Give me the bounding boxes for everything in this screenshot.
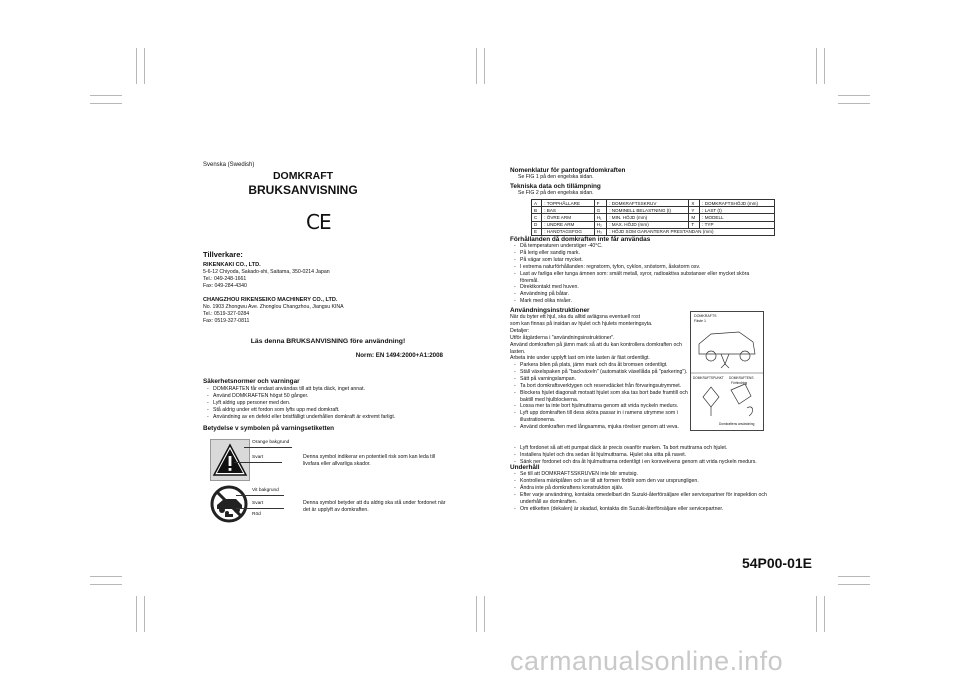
spec-cell: F (594, 200, 607, 207)
list-item: - I extrema naturförhållanden: regnstorm, tyfon, cyklon, snöstorm, åskstorm osv. (510, 264, 760, 271)
list-item: - Använd DOMKRAFTEN högst 50 gånger. (203, 393, 453, 400)
crop-mark (144, 596, 145, 632)
spec-row (532, 207, 775, 214)
list-item: - DOMKRAFTEN får endast användas till att byta däck, inget annat. (203, 386, 453, 393)
spec-cell: : UNDRE ARM (542, 221, 594, 228)
leader-line (234, 462, 282, 463)
list-item: - Sätt på varningslampan. (510, 376, 690, 383)
ce-mark-icon (306, 210, 338, 232)
spec-cell: E (532, 228, 542, 235)
fig-label: Förhindring (731, 381, 748, 385)
watermark: carmanualsonline.info (510, 646, 784, 676)
list-item: - Lyft aldrig upp personer med den. (203, 400, 453, 407)
spec-cell: : MIN. HÖJD (mm) (607, 214, 689, 221)
spec-table (531, 199, 775, 236)
list-item: - Parkera bilen på plats, jämn mark och dra åt bromsen ordentligt. (510, 362, 690, 369)
list-item: - Blockera hjulet diagonalt motsatt hjulet som ska tas bort bade framtill och baktill med hjulblockerna. (510, 390, 690, 404)
spec-cell: X (689, 200, 700, 207)
spec-cell: D (532, 221, 542, 228)
fig-label: DOMKRAFTENS (729, 376, 754, 380)
spec-cell: H₁ (594, 214, 607, 221)
fig-label: Fäste 1 (694, 319, 706, 323)
safety-heading: Säkerhetsnormer och varningar (203, 378, 300, 385)
warning-triangle-icon (210, 439, 250, 481)
list-item: - Ändra inte på domkraftens konstruktion själv. (510, 485, 770, 492)
list-item: - Direktkontakt med huven. (510, 284, 760, 291)
label-black: Svart (252, 455, 264, 460)
label-black: Svart (252, 501, 264, 506)
crop-mark (144, 48, 145, 84)
symbol-2-description: Denna symbol betyder att du aldrig ska stå under fordonet när det är upplyft av domkraften. (303, 500, 446, 514)
conditions-list (510, 243, 760, 305)
spec-cell: : TOPPHÅLLARE (542, 200, 594, 207)
tech-data-reference: Se FIG 2 på den engelska sidan. (518, 190, 594, 196)
crop-mark (816, 596, 817, 632)
list-item: - Då temperaturen understiger -40°C. (510, 243, 760, 250)
spec-cell: G (594, 207, 607, 214)
symbol-1-description: Denna symbol indikerar en potentiell risk som kan leda till livsfara eller allvarliga skador. (303, 454, 436, 468)
symbols-heading: Betydelse v symbolen på varningsetiketten (203, 425, 335, 432)
crop-mark (824, 48, 825, 84)
manufacturer-2-name: CHANGZHOU RIKENSEIKO MACHINERY CO., LTD. (203, 297, 338, 303)
tech-data-heading: Tekniska data och tillämpning (510, 183, 601, 190)
crop-mark (824, 596, 825, 632)
spec-row (532, 221, 775, 228)
spec-cell: : HÖJD SOM GARANTERAR PRESTANDAN (mm) (607, 228, 775, 235)
crop-mark (484, 48, 485, 84)
list-item: - Sänk ner fordonet och dra åt hjulmuttrarna ordentligt i en korsvekvens genom att vrida nyckeln medurs. (510, 459, 770, 466)
crop-mark (136, 48, 137, 84)
list-item: - Lyft upp domkraften till dess sköra passar in i ramens utrymme som i illustrationerna. (510, 410, 690, 424)
spec-row (532, 228, 775, 235)
spec-cell: H₃ (594, 228, 607, 235)
leader-line (236, 495, 284, 496)
spec-cell: T (689, 221, 700, 228)
spec-cell: : HANDTAGSFOG (542, 228, 594, 235)
crop-mark (838, 103, 870, 104)
leader-line (236, 508, 284, 509)
language-label: Svenska (Swedish) (203, 162, 255, 168)
manufacturer-heading: Tillverkare: (203, 250, 243, 259)
conditions-heading: Förhållanden då domkraften inte får användas (510, 236, 651, 243)
jack-usage-figure (690, 311, 764, 431)
manufacturer-2 (203, 297, 344, 326)
spec-cell: : MAX. HÖJD (mm) (607, 221, 689, 228)
spec-cell: A (532, 200, 542, 207)
manufacturer-1-line: Fax: 049-284-4340 (203, 283, 247, 290)
list-item: - Installera hjulet och dra sedan åt hjulmuttrarna. Hjulet ska sitta på navet. (510, 452, 770, 459)
spec-cell: : BAS (542, 207, 594, 214)
spec-cell: M (689, 214, 700, 221)
crop-mark (90, 103, 122, 104)
list-item: - Ta bort domkraftsverktygen och reservdäcket från förvaringsutrymmet. (510, 383, 690, 390)
manufacturer-1 (203, 262, 330, 291)
list-item: - Kontrollera märkplåten och se till att formen förblir som den var ursprungligen. (510, 478, 770, 485)
list-item: - Använd domkraften med långsamma, mjuka rörelser genom att veva. (510, 424, 690, 431)
spec-cell: : DOMKRAFTSSKRUV (607, 200, 689, 207)
manufacturer-2-line: Fax: 0519-327-0811 (203, 318, 250, 325)
spec-cell: : NOMINELL BELASTNING (t) (607, 207, 689, 214)
list-item: - Lyft fordonet så att ett pumpat däck är precis ovanför marken. Ta bort muttrarna och hjulet. (510, 445, 770, 452)
list-item: - Efter varje användning, kontakta omedelbart din Suzuki-återförsäljare eller servicepartner för inspektion och underhåll av domkraften. (510, 492, 770, 506)
crop-mark (90, 584, 122, 585)
list-item: - Användning på båtar. (510, 291, 760, 298)
crop-mark (476, 48, 477, 84)
spec-cell: : MODELL (700, 214, 775, 221)
usage-intro: När du byter ett hjul, ska du alltid avlägsna eventuell rost som kan finnas på insidan av hjulet och hjulets monteringsyta. Detaljer: Utför åtgärderna i "användningsinstruktioner". Använd domkraften på jämn mark så att du kan kontrollera domkraften och lasten. Arbeta inte under upplyft last om inte lasten är fäst ordentligt. (510, 314, 682, 362)
page-code: 54P00-01E (741, 555, 812, 571)
fig-label: Domkraftens användning (719, 422, 755, 426)
spec-cell: H₂ (594, 221, 607, 228)
car-jack-illustration (691, 312, 763, 430)
label-white-background: Vit bakgrund (252, 488, 279, 493)
list-item: - Ställ växelspaken på "backväxeln" (automatisk växellåda på "parkering"). (510, 369, 690, 376)
leader-line (244, 447, 292, 448)
crop-mark (90, 576, 122, 577)
spec-cell: C (532, 214, 542, 221)
list-item: - Lossa mer ta inte bort hjulmuttrarna genom att vrida nyckeln medurs. (510, 403, 690, 410)
no-standing-under-vehicle-icon (210, 485, 248, 523)
manufacturer-1-line: 5-6-12 Chiyoda, Sakado-shi, Saitama, 350-0214 Japan (203, 269, 330, 275)
title-bruksanvisning: BRUKSANVISNING (248, 183, 358, 197)
spec-row (532, 200, 775, 207)
manufacturer-1-line: Tel.: 049-248-1661 (203, 276, 247, 283)
usage-list (510, 362, 690, 431)
usage-list-continued (510, 445, 770, 466)
list-item: - Om etiketten (dekalen) är skadad, kontakta din Suzuki-återförsäljare eller servicepartner. (510, 506, 770, 513)
list-item: - På lerig eller sandig mark. (510, 250, 760, 257)
title-domkraft: DOMKRAFT (272, 170, 334, 182)
spec-cell: : DOMKRAFTSHÖJD (mm) (700, 200, 775, 207)
list-item: - Mark med olika nivåer. (510, 298, 760, 305)
crop-mark (838, 584, 870, 585)
usage-heading: Användningsinstruktioner (510, 307, 590, 314)
list-item: - Last av farliga eller tunga ämnen som: smält metall, syror, radioaktiva substanser eller mycket sköra föremål. (510, 271, 760, 285)
nomenclature-reference: Se FIG 1 på den engelska sidan. (518, 174, 594, 180)
manufacturer-1-name: RIKENKAKI CO., LTD. (203, 262, 261, 268)
ce-mark-text: CE (306, 210, 331, 234)
label-orange-background: Orange bakgrund (252, 440, 290, 445)
list-item: - Stå aldrig under ett fordon som lyfts upp med domkraft. (203, 407, 453, 414)
spec-cell: Y (689, 207, 700, 214)
list-item: - På vägar som lutar mycket. (510, 257, 760, 264)
crop-mark (90, 95, 122, 96)
list-item: - Se till att DOMKRAFTSSKRUVEN inte blir smutsig. (510, 471, 770, 478)
crop-mark (816, 48, 817, 84)
read-before-use-notice: Läs denna BRUKSANVISNING före användning! (250, 338, 406, 345)
crop-mark (838, 95, 870, 96)
crop-mark (484, 596, 485, 632)
spec-row (532, 214, 775, 221)
nomenclature-heading: Nomenklatur för pantografdomkraften (510, 167, 626, 174)
spec-cell: : LAST (t) (700, 207, 775, 214)
manufacturer-2-line: No. 1903 Zhongwu Ave. Zhonglou Changzhou, Jiangsu KINA (203, 304, 344, 310)
maintenance-list (510, 471, 770, 512)
norm-label: Norm: EN 1494:2000+A1:2008 (355, 352, 443, 359)
crop-mark (136, 596, 137, 632)
fig-label: DOMKRAFTS (694, 314, 717, 318)
spec-cell: : ÖVRE ARM (542, 214, 594, 221)
manufacturer-2-line: Tel.: 0519-327-0284 (203, 311, 250, 318)
list-item: - Användning av en defekt eller bristfälligt underhållen domkraft är extremt farligt. (203, 414, 453, 421)
safety-list (203, 386, 453, 421)
spec-cell: B (532, 207, 542, 214)
spec-cell: : TYP (700, 221, 775, 228)
fig-label: DOMKRAFTSPUNKT (693, 376, 724, 380)
label-red: Röd (252, 512, 261, 517)
crop-mark (838, 576, 870, 577)
crop-mark (476, 596, 477, 632)
maintenance-heading: Underhåll (510, 464, 540, 471)
